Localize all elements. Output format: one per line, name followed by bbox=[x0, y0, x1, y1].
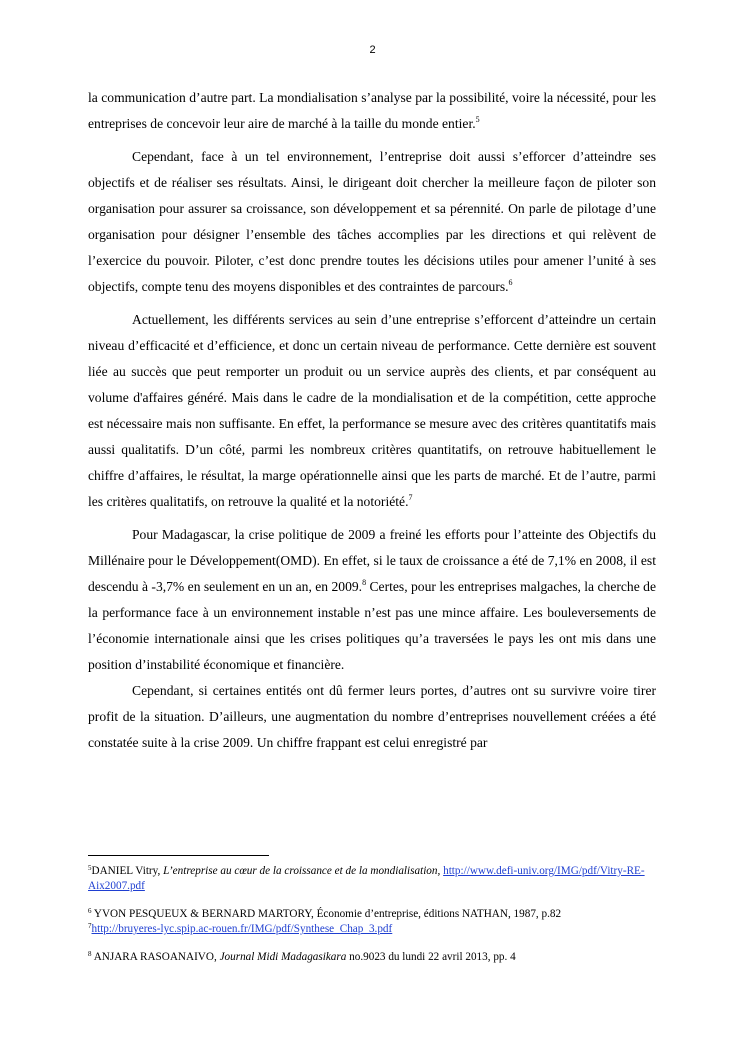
footnote-number: 8 bbox=[88, 950, 92, 958]
paragraph bbox=[88, 144, 656, 300]
paragraph bbox=[88, 678, 656, 756]
paragraph-text: la communication d’autre part. La mondialisation s’analyse par la possibilité, voire la nécessité, pour les entreprises de concevoir leur aire de marché à la taille du monde entier. bbox=[88, 90, 656, 131]
footnote-text: no.9023 du lundi 22 avril 2013, pp. 4 bbox=[346, 951, 516, 963]
footnote-text: YVON PESQUEUX & BERNARD MARTORY, Économie d’entreprise, éditions NATHAN, 1987, p.82 bbox=[93, 908, 562, 920]
footnote bbox=[88, 922, 656, 937]
footnote-author: DANIEL Vitry, bbox=[91, 865, 164, 877]
footnote-number: 6 bbox=[88, 907, 92, 915]
footnote-ref: 5 bbox=[475, 115, 480, 124]
paragraph bbox=[88, 522, 656, 678]
footnote-number: 5 bbox=[88, 864, 92, 872]
paragraph bbox=[88, 85, 656, 137]
footnote-divider bbox=[88, 855, 269, 856]
page-number: 2 bbox=[369, 44, 376, 56]
footnotes bbox=[88, 855, 656, 965]
footnote-title: Journal Midi Madagasikara bbox=[219, 951, 347, 963]
paragraph-text: Actuellement, les différents services au sein d’une entreprise s’efforcent d’atteindre un certain niveau d’efficacité et d’efficience, et donc un certain niveau de performance. Cette dernière est souvent liée au succès que peut remporter un produit ou un service auprès des clients, et par conséquent au volume d'affaires généré. Mais dans le cadre de la mondialisation et de la compétition, cette approche est nécessaire mais non suffisante. En effet, la performance se mesure avec des critères quantitatifs mais aussi qualitatifs. D’un côté, parmi les nombreux critères quantitatifs, on retrouve habituellement le chiffre d’affaires, le résultat, la marge opérationnelle ainsi que les parts de marché. Et de l’autre, parmi les critères qualitatifs, on retrouve la qualité et la notoriété. bbox=[88, 312, 656, 509]
paragraph-text: Cependant, face à un tel environnement, l’entreprise doit aussi s’efforcer d’atteindre ses objectifs et de réaliser ses résultats. Ainsi, le dirigeant doit chercher la meilleure façon de piloter son organisation pour assurer sa croissance, son développement et sa pérennité. On parle de pilotage d’une organisation pour désigner l’ensemble des tâches accomplies par les directions et qui relèvent de l’exercice du pouvoir. Piloter, c’est donc prendre toutes les décisions utiles pour amener l’unité à ses objectifs, compte tenu des moyens disponibles et des contraintes de parcours. bbox=[88, 149, 656, 294]
footnote-title: L’entreprise au cœur de la croissance et de la mondialisation, bbox=[163, 865, 441, 877]
paragraph-text: Certes, pour les entreprises malgaches, la cherche de la performance face à un environnement instable n’est pas une mince affaire. Les bouleversements de l’économie internationale ainsi que les crises politiques qu’a traversées le pays les ont mis dans une position d’instabilité économique et financière. bbox=[88, 579, 656, 672]
footnote-link[interactable]: http://www.defi-univ.org/IMG/pdf/Vitry-RE-Aix2007.pdf bbox=[88, 865, 645, 892]
body-text bbox=[88, 85, 656, 756]
paragraph-text: Pour Madagascar, la crise politique de 2009 a freiné les efforts pour l’atteinte des Objectifs du Millénaire pour le Développement(OMD). En effet, si le taux de croissance a été de 7,1% en 2008, il est descendu à -3,7% en seulement en un an, en 2009. bbox=[88, 527, 656, 594]
footnote-link[interactable]: http://bruyeres-lyc.spip.ac-rouen.fr/IMG/pdf/Synthese_Chap_3.pdf bbox=[91, 923, 393, 935]
footnote bbox=[88, 864, 656, 894]
paragraph-text: Cependant, si certaines entités ont dû fermer leurs portes, d’autres ont su survivre voire tirer profit de la situation. D’ailleurs, une augmentation du nombre d’entreprises nouvellement créées a été constatée suite à la crise 2009. Un chiffre frappant est celui enregistré par bbox=[88, 683, 656, 750]
footnote-author: ANJARA RASOANAIVO, bbox=[93, 951, 220, 963]
footnote bbox=[88, 907, 656, 922]
footnote bbox=[88, 950, 656, 965]
footnote-number: 7 bbox=[88, 922, 92, 930]
footnote-ref: 6 bbox=[508, 278, 513, 287]
footnote-ref: 7 bbox=[408, 493, 413, 502]
footnote-ref: 8 bbox=[362, 578, 367, 587]
paragraph bbox=[88, 307, 656, 515]
